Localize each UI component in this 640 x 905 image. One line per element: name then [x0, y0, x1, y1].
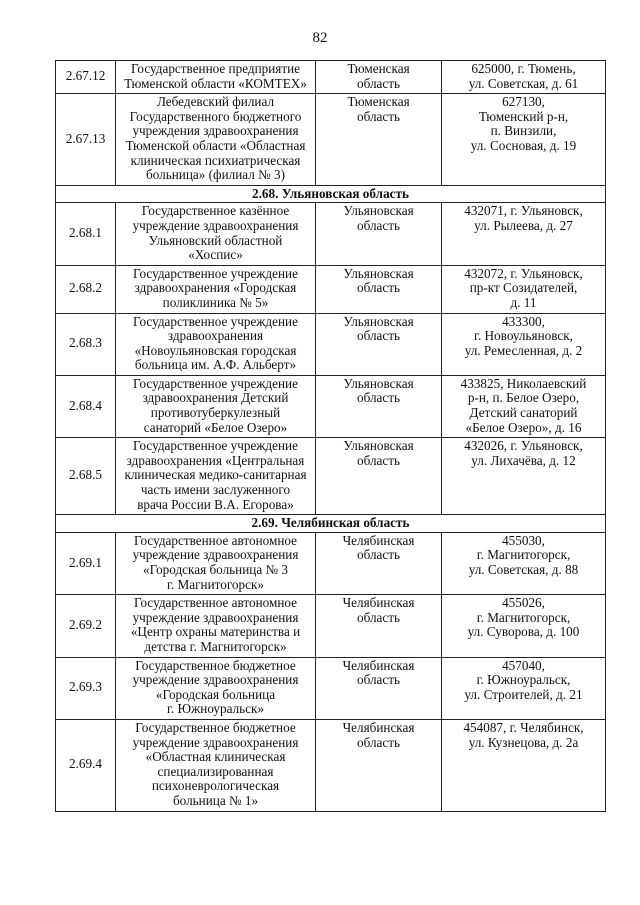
region-cell [316, 61, 442, 94]
address-cell [442, 375, 606, 437]
entry-number: 2.68.4 [56, 375, 116, 437]
table-body [56, 61, 606, 812]
region-line: Тюменская [347, 94, 410, 110]
institution-name-line: клиническая медико-санитарная [124, 467, 307, 483]
address-line: 432026, г. Ульяновск, [464, 438, 583, 454]
region-line: область [356, 547, 401, 563]
address-cell [442, 203, 606, 265]
address-line: р-н, п. Белое Озеро, [467, 390, 580, 406]
institution-name-line: Государственное учреждение [133, 375, 298, 391]
institution-name-line: специализированная [157, 763, 274, 779]
institution-name-line: г. Магнитогорск» [167, 576, 264, 592]
institution-name-cell [116, 438, 316, 515]
institution-name-line: часть имени заслуженного [140, 482, 291, 498]
address-line: 454087, г. Челябинск, [463, 719, 584, 735]
region-line: область [356, 452, 401, 468]
region-line: Челябинская [342, 657, 415, 673]
institution-name-line: Государственное бюджетное [135, 719, 296, 735]
table-row [56, 203, 606, 265]
entry-number: 2.69.2 [56, 595, 116, 657]
address-line: ул. Советская, д. 61 [468, 75, 579, 91]
region-line: Ульяновская [343, 313, 414, 329]
address-line: ул. Кузнецова, д. 2а [468, 734, 579, 750]
region-cell [316, 595, 442, 657]
institution-name-cell [116, 61, 316, 94]
table-row [56, 94, 606, 186]
address-cell [442, 94, 606, 186]
region-cell [316, 438, 442, 515]
institution-name-line: Государственное учреждение [133, 313, 298, 329]
table-row [56, 375, 606, 437]
region-cell [316, 203, 442, 265]
region-line: Ульяновская [343, 375, 414, 391]
institution-name-line: учреждения здравоохранения [132, 123, 299, 139]
region-line: область [356, 734, 401, 750]
institution-name-line: учреждение здравоохранения [132, 217, 299, 233]
institutions-table [55, 60, 606, 812]
address-line: 457040, [502, 657, 545, 673]
region-line: Ульяновская [343, 265, 414, 281]
table-row [56, 313, 606, 375]
table-row [56, 719, 606, 811]
entry-number: 2.68.5 [56, 438, 116, 515]
institution-name-line: поликлиника № 5» [162, 294, 269, 310]
region-line: Тюменская [347, 61, 410, 76]
institution-name-line: здравоохранения «Центральная [126, 452, 305, 468]
region-line: область [356, 328, 401, 344]
institution-name-line: Лебедевский филиал [156, 94, 275, 110]
section-title: 2.69. Челябинская область [56, 515, 606, 533]
institution-name-line: учреждение здравоохранения [132, 672, 299, 688]
institution-name-line: противотуберкулезный [150, 405, 281, 421]
institution-name-line: Государственное автономное [134, 532, 297, 548]
region-line: область [356, 672, 401, 688]
table-row [56, 265, 606, 313]
region-line: Челябинская [342, 532, 415, 548]
institution-name-line: «Хоспис» [188, 247, 243, 263]
region-line: Ульяновская [343, 203, 414, 219]
institution-name-cell [116, 532, 316, 594]
institution-name-line: «Городская больница № 3 [143, 562, 288, 577]
address-line: пр-кт Созидателей, [469, 280, 578, 296]
address-cell [442, 595, 606, 657]
address-line: 625000, г. Тюмень, [471, 61, 576, 76]
institution-name-line: Тюменской области «КОМТЕХ» [124, 75, 307, 91]
region-cell [316, 532, 442, 594]
region-cell [316, 375, 442, 437]
address-line: ул. Рылеева, д. 27 [474, 217, 573, 233]
institution-name-line: санаторий «Белое Озеро» [143, 419, 288, 435]
address-cell [442, 719, 606, 811]
institution-name-line: Государственного бюджетного [129, 108, 302, 124]
address-line: «Белое Озеро», д. 16 [465, 419, 582, 435]
section-row [56, 515, 606, 533]
institution-name-cell [116, 375, 316, 437]
address-line: ул. Строителей, д. 21 [464, 686, 583, 702]
address-line: 433825, Николаевский [460, 375, 587, 391]
table-row [56, 657, 606, 719]
table-row [56, 438, 606, 515]
region-line: Ульяновская [343, 438, 414, 454]
address-line: г. Магнитогорск, [476, 609, 571, 625]
address-line: д. 11 [510, 294, 537, 310]
address-line: 455030, [502, 532, 545, 548]
entry-number: 2.67.13 [56, 94, 116, 186]
address-cell [442, 313, 606, 375]
address-line: п. Винзили, [490, 123, 557, 139]
address-line: г. Новоульяновск, [474, 328, 573, 344]
region-line: область [356, 75, 401, 91]
region-line: область [356, 390, 401, 406]
entry-number: 2.69.3 [56, 657, 116, 719]
address-line: Детский санаторий [469, 405, 578, 421]
region-line: область [356, 217, 401, 233]
entry-number: 2.69.1 [56, 532, 116, 594]
institution-name-line: учреждение здравоохранения [132, 734, 299, 750]
institution-name-line: здравоохранения [167, 328, 264, 344]
institution-name-cell [116, 203, 316, 265]
institution-name-cell [116, 595, 316, 657]
institution-name-line: психоневрологическая [151, 778, 280, 794]
region-line: Челябинская [342, 719, 415, 735]
region-cell [316, 657, 442, 719]
address-line: г. Магнитогорск, [476, 547, 571, 563]
region-line: область [356, 609, 401, 625]
institution-name-line: врача России В.А. Егорова» [137, 496, 294, 512]
institution-name-cell [116, 719, 316, 811]
institution-name-line: «Центр охраны материнства и [130, 624, 301, 640]
institution-name-line: больница № 1» [172, 792, 259, 808]
institution-name-cell [116, 265, 316, 313]
institution-name-line: учреждение здравоохранения [132, 547, 299, 563]
address-line: 455026, [502, 595, 545, 611]
institution-name-line: клиническая психиатрическая [130, 152, 301, 168]
institution-name-line: «Городская больница [155, 686, 276, 702]
table-row [56, 532, 606, 594]
address-line: 627130, [502, 94, 545, 110]
section-title: 2.68. Ульяновская область [56, 185, 606, 203]
institution-name-line: «Областная клиническая [145, 749, 286, 765]
address-cell [442, 265, 606, 313]
section-row [56, 185, 606, 203]
region-line: область [356, 280, 401, 296]
address-line: 433300, [502, 313, 545, 329]
entry-number: 2.69.4 [56, 719, 116, 811]
institution-name-line: Тюменской области «Областная [125, 137, 306, 153]
institution-name-line: учреждение здравоохранения [132, 609, 299, 625]
entry-number: 2.68.3 [56, 313, 116, 375]
address-cell [442, 438, 606, 515]
institution-name-line: Государственное автономное [134, 595, 297, 611]
institution-name-cell [116, 657, 316, 719]
institution-name-line: Государственное учреждение [133, 438, 298, 454]
address-line: Тюменский р-н, [478, 108, 569, 124]
institution-name-line: «Новоульяновская городская [134, 342, 297, 358]
institution-name-line: Государственное казённое [141, 203, 290, 219]
institution-name-cell [116, 313, 316, 375]
address-line: ул. Сосновая, д. 19 [470, 137, 577, 153]
institution-name-line: г. Южноуральск» [166, 701, 265, 717]
address-cell [442, 532, 606, 594]
region-cell [316, 719, 442, 811]
region-cell [316, 313, 442, 375]
address-line: г. Южноуральск, [476, 672, 571, 688]
region-line: область [356, 108, 401, 124]
page-number: 82 [312, 30, 328, 46]
institution-name-line: детства г. Магнитогорск» [144, 638, 287, 654]
table-row [56, 61, 606, 94]
institution-name-line: здравоохранения Детский [142, 390, 289, 406]
address-line: 432072, г. Ульяновск, [464, 265, 583, 281]
region-line: Челябинская [342, 595, 415, 611]
region-cell [316, 94, 442, 186]
institution-name-line: больница» (филиал № 3) [146, 167, 285, 183]
address-cell [442, 61, 606, 94]
institution-name-line: Государственное учреждение [133, 265, 298, 281]
address-line: ул. Суворова, д. 100 [467, 624, 580, 640]
region-cell [316, 265, 442, 313]
entry-number: 2.67.12 [56, 61, 116, 94]
entry-number: 2.68.1 [56, 203, 116, 265]
address-line: ул. Лихачёва, д. 12 [471, 452, 576, 468]
institution-name-line: Государственное предприятие [130, 61, 301, 76]
address-line: ул. Советская, д. 88 [468, 562, 579, 577]
address-line: 432071, г. Ульяновск, [464, 203, 583, 219]
institution-name-line: Государственное бюджетное [135, 657, 296, 673]
entry-number: 2.68.2 [56, 265, 116, 313]
institution-name-line: здравоохранения «Городская [134, 280, 297, 296]
institution-name-cell [116, 94, 316, 186]
institution-name-line: Ульяновский областной [148, 232, 283, 248]
table-row [56, 595, 606, 657]
institution-name-line: больница им. А.Ф. Альберт» [134, 357, 297, 373]
address-cell [442, 657, 606, 719]
address-line: ул. Ремесленная, д. 2 [464, 342, 583, 358]
